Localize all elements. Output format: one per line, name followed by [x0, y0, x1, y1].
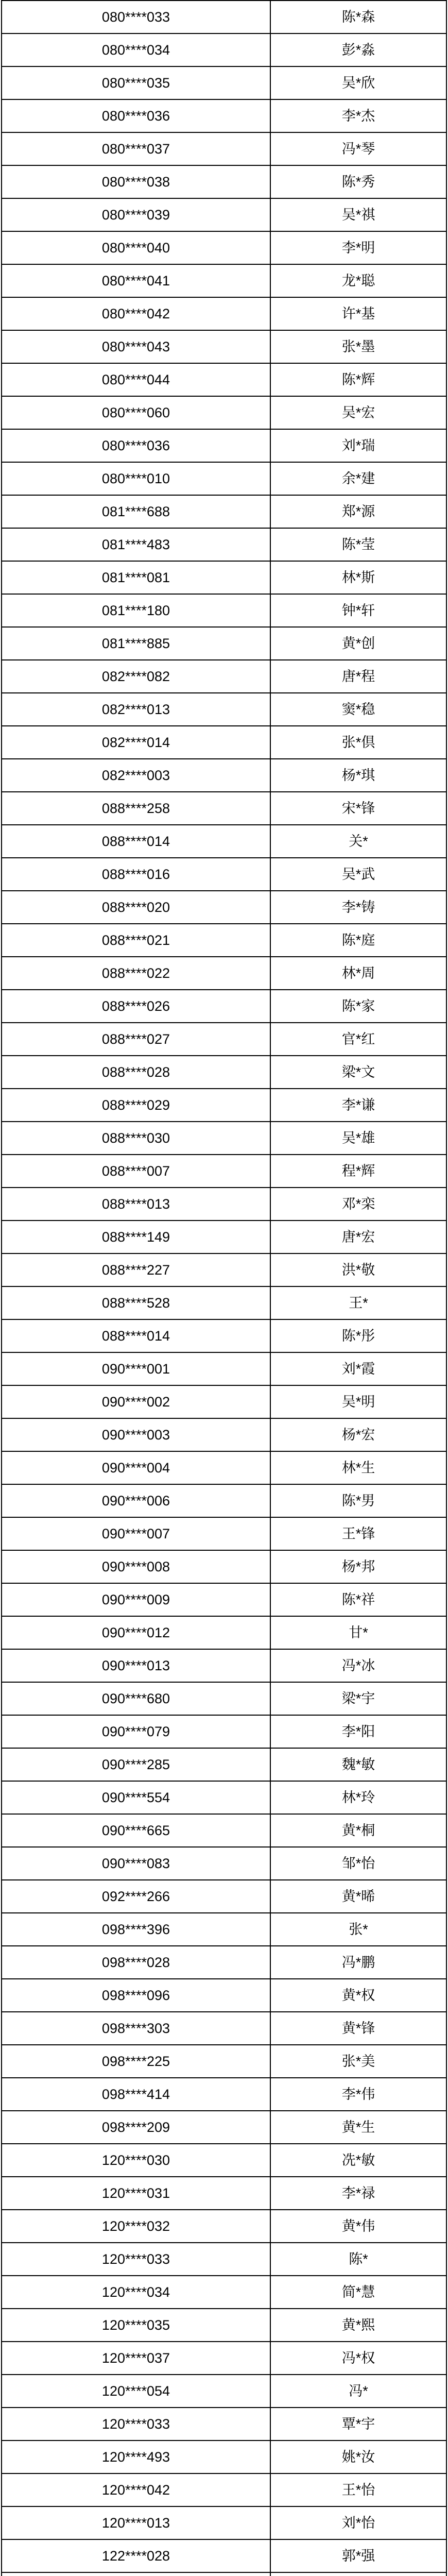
masked-id-cell: 080****034 [2, 33, 270, 66]
masked-name-cell: 陈*彤 [270, 1319, 446, 1352]
masked-name-cell: 林*生 [270, 1451, 446, 1484]
masked-name-cell: 宋*锋 [270, 792, 446, 825]
masked-name-cell: 林*斯 [270, 561, 446, 594]
masked-id-cell: 122****028 [2, 2539, 270, 2572]
table-row [2, 2342, 446, 2375]
table-row [2, 1089, 446, 1122]
masked-id-cell: 090****665 [2, 1814, 270, 1847]
masked-id-cell: 098****209 [2, 2111, 270, 2144]
table-row [2, 363, 446, 396]
table-row [2, 165, 446, 198]
masked-id-cell: 081****483 [2, 528, 270, 561]
table-row [2, 429, 446, 462]
masked-id-cell: 082****014 [2, 726, 270, 759]
table-row [2, 2177, 446, 2210]
masked-name-cell: 覃*宇 [270, 2408, 446, 2441]
masked-id-cell: 090****680 [2, 1682, 270, 1715]
masked-name-cell: 邹*怡 [270, 1847, 446, 1880]
masked-name-cell: 梁*宇 [270, 1682, 446, 1715]
masked-id-cell: 090****008 [2, 1550, 270, 1583]
masked-id-cell: 120****035 [2, 2309, 270, 2342]
masked-name-cell: 郭*强 [270, 2539, 446, 2572]
table-row [2, 759, 446, 792]
masked-name-cell: 张*墨 [270, 330, 446, 363]
masked-id-cell: 120****054 [2, 2375, 270, 2408]
masked-name-cell: 冼*敏 [270, 2144, 446, 2177]
masked-name-cell: 张* [270, 1913, 446, 1946]
roster-table-body [2, 1, 446, 2576]
table-row [2, 1155, 446, 1188]
table-row [2, 2045, 446, 2078]
masked-id-cell: 082****013 [2, 693, 270, 726]
masked-id-cell: 088****027 [2, 1023, 270, 1056]
masked-name-cell: 杨*宏 [270, 1418, 446, 1451]
table-row [2, 2144, 446, 2177]
masked-id-cell: 090****554 [2, 1781, 270, 1814]
table-row [2, 1221, 446, 1253]
table-row [2, 1418, 446, 1451]
table-row [2, 1253, 446, 1286]
masked-name-cell: 陈*庭 [270, 924, 446, 957]
masked-name-cell: 李*杰 [270, 99, 446, 132]
masked-name-cell: 刘*霞 [270, 1352, 446, 1385]
masked-id-cell: 090****009 [2, 1583, 270, 1616]
masked-id-cell [2, 2572, 270, 2576]
table-row [2, 2309, 446, 2342]
masked-id-cell: 080****044 [2, 363, 270, 396]
table-row [2, 495, 446, 528]
table-row [2, 231, 446, 264]
table-row [2, 1781, 446, 1814]
masked-name-cell: 王* [270, 1286, 446, 1319]
masked-name-cell: 官*红 [270, 1023, 446, 1056]
masked-id-cell: 088****013 [2, 1188, 270, 1221]
masked-id-cell: 120****033 [2, 2243, 270, 2276]
masked-id-cell: 080****042 [2, 297, 270, 330]
masked-name-cell: 李*铸 [270, 891, 446, 924]
masked-id-cell: 088****014 [2, 825, 270, 858]
table-row [2, 1880, 446, 1913]
masked-id-cell: 120****030 [2, 2144, 270, 2177]
masked-name-cell: 魏*敏 [270, 1748, 446, 1781]
masked-id-cell: 120****031 [2, 2177, 270, 2210]
masked-name-cell: 陈*家 [270, 990, 446, 1023]
masked-id-cell: 090****083 [2, 1847, 270, 1880]
masked-id-cell: 090****002 [2, 1385, 270, 1418]
table-row [2, 2408, 446, 2441]
masked-name-cell: 张*倶 [270, 726, 446, 759]
table-row [2, 66, 446, 99]
table-row [2, 1188, 446, 1221]
masked-id-cell: 090****285 [2, 1748, 270, 1781]
masked-name-cell: 黄*晞 [270, 1880, 446, 1913]
table-row [2, 2506, 446, 2539]
table-row [2, 2441, 446, 2473]
masked-id-cell: 088****149 [2, 1221, 270, 1253]
masked-id-cell: 080****040 [2, 231, 270, 264]
masked-id-cell: 080****033 [2, 1, 270, 33]
table-row [2, 2276, 446, 2309]
masked-name-cell: 吴*欣 [270, 66, 446, 99]
masked-name-cell: 龙*聪 [270, 264, 446, 297]
masked-name-cell: 李*谦 [270, 1089, 446, 1122]
masked-name-cell: 甘* [270, 1616, 446, 1649]
masked-id-cell: 120****042 [2, 2473, 270, 2506]
masked-id-cell: 088****528 [2, 1286, 270, 1319]
masked-id-cell: 088****007 [2, 1155, 270, 1188]
masked-name-cell: 程*辉 [270, 1155, 446, 1188]
table-row [2, 528, 446, 561]
masked-name-cell: 黄*锋 [270, 2012, 446, 2045]
masked-id-cell: 080****043 [2, 330, 270, 363]
masked-name-cell: 李*禄 [270, 2177, 446, 2210]
table-row [2, 1319, 446, 1352]
table-row [2, 1484, 446, 1517]
table-row [2, 1352, 446, 1385]
masked-name-cell: 简*慧 [270, 2276, 446, 2309]
masked-name-cell: 梁*文 [270, 1056, 446, 1089]
table-row [2, 792, 446, 825]
table-row [2, 330, 446, 363]
table-row [2, 1286, 446, 1319]
masked-id-cell: 098****396 [2, 1913, 270, 1946]
masked-id-cell: 120****037 [2, 2342, 270, 2375]
masked-name-cell: 唐*程 [270, 660, 446, 693]
masked-id-cell: 080****060 [2, 396, 270, 429]
table-row [2, 1517, 446, 1550]
table-row [2, 462, 446, 495]
masked-id-cell: 082****003 [2, 759, 270, 792]
masked-name-cell: 彭*淼 [270, 33, 446, 66]
masked-name-cell: 王*锋 [270, 1517, 446, 1550]
masked-id-cell: 088****021 [2, 924, 270, 957]
masked-id-cell: 090****012 [2, 1616, 270, 1649]
table-row [2, 2243, 446, 2276]
masked-name-cell: 洪*敬 [270, 1253, 446, 1286]
masked-id-cell: 081****885 [2, 627, 270, 660]
masked-name-cell: 窦*稳 [270, 693, 446, 726]
table-row [2, 132, 446, 165]
masked-name-cell: 林*玲 [270, 1781, 446, 1814]
table-row [2, 1979, 446, 2012]
table-row [2, 1913, 446, 1946]
table-row [2, 1, 446, 33]
masked-name-cell: 邓*栾 [270, 1188, 446, 1221]
table-row [2, 2012, 446, 2045]
table-row [2, 2078, 446, 2111]
masked-name-cell: 冯*鹏 [270, 1946, 446, 1979]
table-row [2, 1946, 446, 1979]
masked-name-cell: 陈*辉 [270, 363, 446, 396]
masked-id-cell: 080****036 [2, 99, 270, 132]
masked-name-cell: 姚*汝 [270, 2441, 446, 2473]
table-row [2, 726, 446, 759]
masked-name-cell: 王*怡 [270, 2473, 446, 2506]
table-row [2, 957, 446, 990]
masked-name-cell: 陈*莹 [270, 528, 446, 561]
table-row [2, 891, 446, 924]
masked-id-cell: 080****039 [2, 198, 270, 231]
masked-id-cell: 092****266 [2, 1880, 270, 1913]
table-row [2, 1616, 446, 1649]
masked-name-cell: 吴*武 [270, 858, 446, 891]
table-row [2, 1385, 446, 1418]
masked-name-cell: 杨*邦 [270, 1550, 446, 1583]
table-row [2, 2473, 446, 2506]
table-row [2, 627, 446, 660]
masked-id-cell: 098****028 [2, 1946, 270, 1979]
table-row [2, 1715, 446, 1748]
masked-id-cell: 082****082 [2, 660, 270, 693]
table-row [2, 1023, 446, 1056]
masked-name-cell: 黄*伟 [270, 2210, 446, 2243]
masked-name-cell: 黄*桐 [270, 1814, 446, 1847]
table-row [2, 2375, 446, 2408]
table-row [2, 1122, 446, 1155]
table-row [2, 2539, 446, 2572]
masked-id-cell: 080****010 [2, 462, 270, 495]
table-row [2, 297, 446, 330]
masked-id-cell: 080****038 [2, 165, 270, 198]
masked-id-cell: 098****414 [2, 2078, 270, 2111]
masked-id-cell: 098****303 [2, 2012, 270, 2045]
masked-name-cell: 唐*宏 [270, 1221, 446, 1253]
roster-table [1, 0, 447, 2576]
masked-name-cell: 陈* [270, 2243, 446, 2276]
table-row [2, 1056, 446, 1089]
masked-id-cell: 120****034 [2, 2276, 270, 2309]
masked-id-cell: 090****007 [2, 1517, 270, 1550]
table-row [2, 858, 446, 891]
masked-id-cell: 090****013 [2, 1649, 270, 1682]
table-row [2, 924, 446, 957]
masked-name-cell: 吴*祺 [270, 198, 446, 231]
masked-name-cell: 张*美 [270, 2045, 446, 2078]
masked-name-cell: 郑*源 [270, 495, 446, 528]
masked-name-cell: 刘*瑞 [270, 429, 446, 462]
masked-id-cell: 090****003 [2, 1418, 270, 1451]
masked-id-cell: 090****079 [2, 1715, 270, 1748]
masked-id-cell: 088****026 [2, 990, 270, 1023]
table-row [2, 33, 446, 66]
table-row [2, 99, 446, 132]
masked-id-cell: 090****004 [2, 1451, 270, 1484]
table-row [2, 1748, 446, 1781]
table-row [2, 264, 446, 297]
table-row [2, 198, 446, 231]
masked-name-cell: 冯*冰 [270, 1649, 446, 1682]
masked-name-cell: 许*基 [270, 297, 446, 330]
masked-id-cell: 098****225 [2, 2045, 270, 2078]
masked-name-cell: 陈*森 [270, 1, 446, 33]
masked-name-cell: 余*建 [270, 462, 446, 495]
masked-id-cell: 098****096 [2, 1979, 270, 2012]
masked-name-cell: 关* [270, 825, 446, 858]
table-row [2, 396, 446, 429]
masked-name-cell: 李*明 [270, 231, 446, 264]
masked-name-cell: 刘*怡 [270, 2506, 446, 2539]
masked-name-cell: 黄*权 [270, 1979, 446, 2012]
masked-name-cell [270, 2572, 446, 2576]
masked-id-cell: 080****035 [2, 66, 270, 99]
masked-id-cell: 088****014 [2, 1319, 270, 1352]
masked-name-cell: 陈*祥 [270, 1583, 446, 1616]
table-row [2, 660, 446, 693]
masked-id-cell: 088****030 [2, 1122, 270, 1155]
table-row [2, 990, 446, 1023]
masked-id-cell: 120****032 [2, 2210, 270, 2243]
masked-name-cell: 吴*明 [270, 1385, 446, 1418]
masked-name-cell: 冯*权 [270, 2342, 446, 2375]
masked-name-cell: 黄*生 [270, 2111, 446, 2144]
masked-id-cell: 088****227 [2, 1253, 270, 1286]
masked-id-cell: 090****001 [2, 1352, 270, 1385]
masked-name-cell: 冯*琴 [270, 132, 446, 165]
table-row [2, 1583, 446, 1616]
masked-name-cell: 林*周 [270, 957, 446, 990]
table-row [2, 2210, 446, 2243]
masked-id-cell: 081****180 [2, 594, 270, 627]
masked-name-cell: 李*伟 [270, 2078, 446, 2111]
masked-name-cell: 陈*秀 [270, 165, 446, 198]
masked-id-cell: 088****029 [2, 1089, 270, 1122]
table-row [2, 1649, 446, 1682]
masked-id-cell: 088****020 [2, 891, 270, 924]
masked-id-cell: 081****688 [2, 495, 270, 528]
table-row [2, 693, 446, 726]
table-row [2, 1682, 446, 1715]
masked-id-cell: 080****037 [2, 132, 270, 165]
masked-name-cell: 黄*创 [270, 627, 446, 660]
masked-name-cell: 吴*雄 [270, 1122, 446, 1155]
table-row [2, 1847, 446, 1880]
table-row [2, 2572, 446, 2576]
masked-id-cell: 088****022 [2, 957, 270, 990]
masked-id-cell: 080****036 [2, 429, 270, 462]
masked-id-cell: 080****041 [2, 264, 270, 297]
masked-id-cell: 081****081 [2, 561, 270, 594]
masked-id-cell: 090****006 [2, 1484, 270, 1517]
masked-name-cell: 杨*琪 [270, 759, 446, 792]
masked-name-cell: 李*阳 [270, 1715, 446, 1748]
table-row [2, 2111, 446, 2144]
masked-name-cell: 黄*熙 [270, 2309, 446, 2342]
table-row [2, 1451, 446, 1484]
masked-id-cell: 120****033 [2, 2408, 270, 2441]
table-row [2, 1814, 446, 1847]
masked-name-cell: 冯* [270, 2375, 446, 2408]
masked-id-cell: 088****016 [2, 858, 270, 891]
masked-name-cell: 吴*宏 [270, 396, 446, 429]
masked-name-cell: 钟*轩 [270, 594, 446, 627]
masked-id-cell: 088****258 [2, 792, 270, 825]
table-row [2, 594, 446, 627]
masked-id-cell: 088****028 [2, 1056, 270, 1089]
table-row [2, 561, 446, 594]
table-row [2, 1550, 446, 1583]
masked-id-cell: 120****013 [2, 2506, 270, 2539]
table-row [2, 825, 446, 858]
masked-id-cell: 120****493 [2, 2441, 270, 2473]
masked-name-cell: 陈*男 [270, 1484, 446, 1517]
